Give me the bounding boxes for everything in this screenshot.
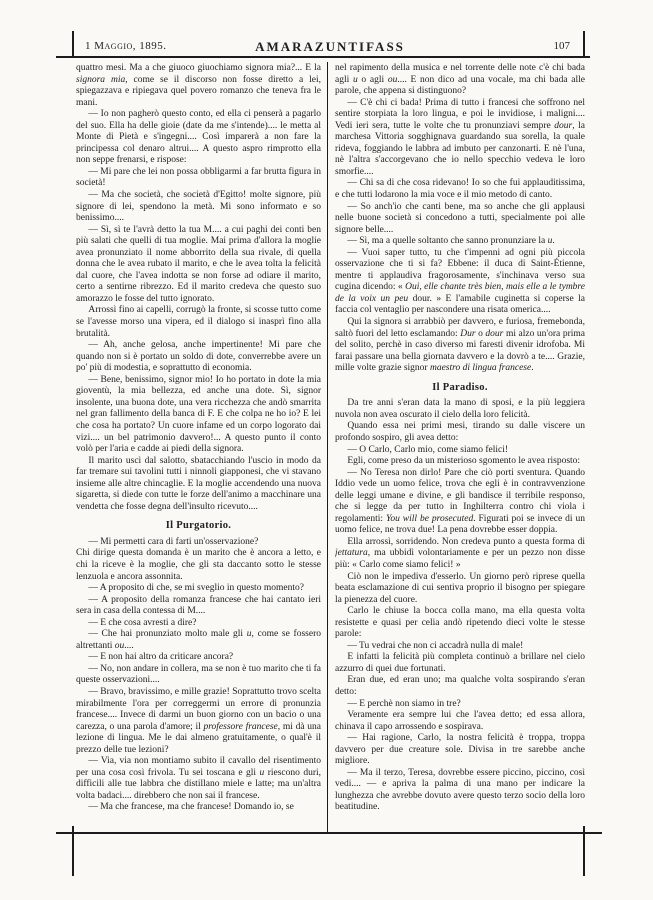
paragraph: — No Teresa non dirlo! Pare che ciò porti sventura. Quando Iddio vede un uomo felice, trova che egli è in contravvenzione delle leggi umane e divine, e gli bandisce il terribile responso, che si legge da per tutto in Inghilterra contro chi viola i regolamenti: You will be prosecuted. Figurati poi se invece di un uomo felice, ne trova due! La pena dovrebbe esser doppia. xyxy=(335,467,585,536)
header-date: 1 Maggio, 1895. xyxy=(85,40,167,52)
paragraph: — So anch'io che canti bene, ma so anche che gli applausi nelle buone società si concedono a tutti, specialmente poi alle signore belle.... xyxy=(335,201,585,235)
paragraph: Arrossì fino ai capelli, corrugò la fronte, si scosse tutto come se l'avesse morso una vipera, ed il dialogo si inasprì fino alla brutalità. xyxy=(76,305,321,339)
paragraph: — C'è chi ci bada! Prima di tutto i francesi che soffrono nel sentire storpiata la loro lingua, e poi le invidiose, i maligni.... Vedi ieri sera, tutte le volte che tu pronunziavi sempre dour, la marchesa Vittoria sogghignava guardando sua sorella, la quale rideva, foggiando le labbra ad imbuto per canzonarti. E nè l'una, nè l'altra s'accorgevano che io nello specchio vedeva le loro smorfie.... xyxy=(335,97,585,177)
paragraph: — Sì, ma a quelle soltanto che sanno pronunziare la u. xyxy=(347,236,555,247)
paragraph: — E che cosa avresti a dire? xyxy=(88,617,197,628)
crop-mark-top-left xyxy=(72,31,74,58)
paragraph: Veramente era sempre lui che l'avea detto; ed essa allora, chinava il capo arrossendo e sospirava. xyxy=(335,710,585,732)
column-right xyxy=(335,63,585,823)
paragraph: — No, non andare in collera, ma se non è tuo marito che ti fa queste osservazioni.... xyxy=(76,663,321,686)
crop-mark-bottom-left xyxy=(72,826,74,876)
paragraph: — Ma il terzo, Teresa, dovrebbe essere piccino, piccino, così vedi.... — e apriva la palma di una mano per indicare la lunghezza che avrebbe dovuto avere questo terzo socio della loro beatitudine. xyxy=(335,767,585,813)
column-left xyxy=(76,63,321,823)
paragraph: — A proposito di che, se mi sveglio in questo momento? xyxy=(88,583,304,594)
page-number: 107 xyxy=(553,40,570,52)
paragraph: — Hai ragione, Carlo, la nostra felicità è troppa, troppa davvero per due creature sole. Divisa in tre sarebbe anche migliore. xyxy=(335,733,585,767)
paragraph: — Ah, anche gelosa, anche impertinente! Mi pare che quando non si è portato un soldo di dote, converrebbe avere un po' più di modestia, e soprattutto di economia. xyxy=(76,340,321,374)
section-heading: Il Paradiso. xyxy=(432,381,488,393)
paragraph: Carlo le chiuse la bocca colla mano, ma ella questa volta resistette e quasi per celia andò ripetendo dieci volte le stesse parole: xyxy=(335,606,585,640)
paragraph: Quando essa nei primi mesi, tirando su dalle viscere un profondo sospiro, gli avea detto: xyxy=(335,421,585,443)
paragraph: Ciò non le impediva d'esserlo. Un giorno però riprese quella beata esclamazione di cui sentiva proprio il bisogno per spiegare la pienezza del cuore. xyxy=(335,571,585,605)
paragraph: — Sì, sì te l'avrà detto la tua M.... a cui paghi dei conti ben più salati che quelli di tua moglie. Mai prima d'allora la moglie avea pronunziato il nome abborrito della sua rivale, di quella donna che le avea rubato il marito, e che le avea tolta la felicità dal cuore, che l'avea indotta se non forse ad odiare il marito, certo a sentirne ribrezzo. Ed il marito credeva che questo suo amorazzo le fosse del tutto ignorato. xyxy=(76,224,321,304)
paragraph: Il marito uscì dal salotto, sbatacchiando l'uscio in modo da far tremare sui tavolini tutti i ninnoli giapponesi, che vi stavano insieme alle altre chincaglie. E la moglie accendendo una nuova sigaretta, si diede con tutte le forze dell'animo a macchinare una vendetta che fosse degna dell'insulto ricevuto.... xyxy=(76,455,321,512)
paragraph: — O Carlo, Carlo mio, come siamo felici! xyxy=(347,444,509,455)
paragraph: — Ma che società, che società d'Egitto! molte signore, più signore di lei, spendono la metà. Mi sono informato e so benissimo.... xyxy=(76,190,321,224)
paragraph: — Che hai pronunziato molto male gli u, come se fossero altrettanti ou.... xyxy=(76,629,321,651)
paragraph: — E perchè non siamo in tre? xyxy=(347,698,461,709)
paragraph: — A proposito della romanza francese che hai cantato ieri sera in casa della contessa di M.... xyxy=(76,594,321,617)
paragraph: Ella arrossì, sorridendo. Non credeva punto a questa forma di jettatura, ma ubbidì volontariamente e per un pezzo non disse più: « Carlo come siamo felici! » xyxy=(335,536,585,570)
paragraph: — Io non pagherò questo conto, ed ella ci penserà a pagarlo del suo. Ella ha delle gioie (date da me s'intende).... le metta al Monte di Pietà e s'ingegni.... Così imparerà a non fare la principessa col denaro altrui.... A questo aspro rimprotto ella non seppe frenarsi, e rispose: xyxy=(76,109,321,166)
column-divider-rule xyxy=(327,62,328,833)
page-title: AMARAZUNTIFASS xyxy=(255,39,405,54)
paragraph: Qui la signora si arrabbiò per davvero, e furiosa, fremebonda, saltò fuori del letto esclamando: Dur o dour mi alzo un'ora prima del solito, perchè in caso diverso mi faresti divenir idrofoba. Mi farai passare una bella giornata davvero e la dovrò a te.... Grazie, mille volte grazie signor maestro di lingua francese. xyxy=(335,317,585,374)
paragraph: — Via, via non montiamo subito il cavallo del risentimento per una cosa così frivola. Tu sei toscana e gli u riescono duri, difficili alle tue labbra che distillano miele e latte; ma un'altra volta badaci.... direbbero che non sai il francese. xyxy=(76,756,321,801)
paragraph: Egli, come preso da un misterioso sgomento le avea risposto: xyxy=(347,456,581,467)
paragraph: nel rapimento della musica e nel torrente delle note c'è chi bada agli u o agli ou.... E non dico ad una vocale, ma chi bada alle parole, che appena si distinguono? xyxy=(335,63,585,97)
paragraph: Eran due, ed eran uno; ma qualche volta sospirando s'eran detto: xyxy=(335,675,585,697)
paragraph: — Vuoi saper tutto, tu che t'impenni ad ogni più piccola osservazione che ti si fa? Ebbene: il duca di Saint-Étienne, mentre ti applaudiva fragorosamente, s'inchinava verso sua cugina dicendo: « Oui, elle chante très bien, mais elle a le tymbre de la voix un peu dour. » E l'amabile cuginetta si coperse la faccia col ventaglio per nascondere una risata omerica.... xyxy=(335,247,585,316)
paragraph: — Bravo, bravissimo, e mille grazie! Soprattutto trovo scelta mirabilmente l'ora per correggermi un errore di pronunzia francese.... Invece di darmi un buon giorno con un bacio o una carezza, o una parola d'amore; il professore francese, mi dà una lezione di lingua. Me le dai almeno gratuitamente, o qual'è il prezzo delle tue lezioni? xyxy=(76,686,321,755)
paragraph: — Bene, benissimo, signor mio! Io ho portato in dote la mia gioventù, la mia bellezza, ed anche una dote. Sì, signor insolente, una buona dote, una vera ricchezza che andò smarrita nel gran fallimento della banca di F. E che colpa ne ho io? E lei che cosa ha portato? Un cuore infame ed un corpo logorato dai vizi.... un bel patrimonio davvero!... A questo punto il conto volò per l'aria e cadde ai piedi della signora. xyxy=(76,374,321,455)
paragraph: E infatti la felicità più completa continuò a brillare nel cielo azzurro di quei due fortunati. xyxy=(335,652,585,674)
paragraph: — Ma che francese, ma che francese! Domando io, se xyxy=(88,802,294,813)
crop-mark-bottom-right xyxy=(583,826,585,876)
section-heading: Il Purgatorio. xyxy=(165,520,232,532)
paragraph: — E non hai altro da criticare ancora? xyxy=(88,652,234,663)
paragraph: quattro mesi. Ma a che giuoco giuochiamo signora mia?... E la signora mia, come se il discorso non fosse diretto a lei, spiegazzava e ripiegava quel povero romanzo che teneva fra le mani. xyxy=(76,63,321,108)
paragraph: Da tre anni s'eran data la mano di sposi, e la più leggiera nuvola non avea oscurato il cielo della loro felicità. xyxy=(335,398,585,420)
header-rule xyxy=(56,56,590,58)
paragraph: — Chi sa di che cosa ridevano! Io so che fui applauditissima, e che tutti lodarono la mia voce e il mio metodo di canto. xyxy=(335,178,585,201)
paragraph: Chi dirige questa domanda è un marito che è ancora a letto, e chi la riceve è la moglie, che gli sta daccanto sotto le stesse lenzuola e ancora assonnita. xyxy=(76,548,321,582)
paragraph: — Mi permetti cara di farti un'osservazione? xyxy=(88,536,259,547)
paragraph: — Tu vedrai che non ci accadrà nulla di male! xyxy=(347,640,524,651)
paragraph: — Mi pare che lei non possa obbligarmi a far brutta figura in società! xyxy=(76,166,321,189)
footer-rule xyxy=(56,832,602,834)
crop-mark-top-right xyxy=(583,31,585,58)
